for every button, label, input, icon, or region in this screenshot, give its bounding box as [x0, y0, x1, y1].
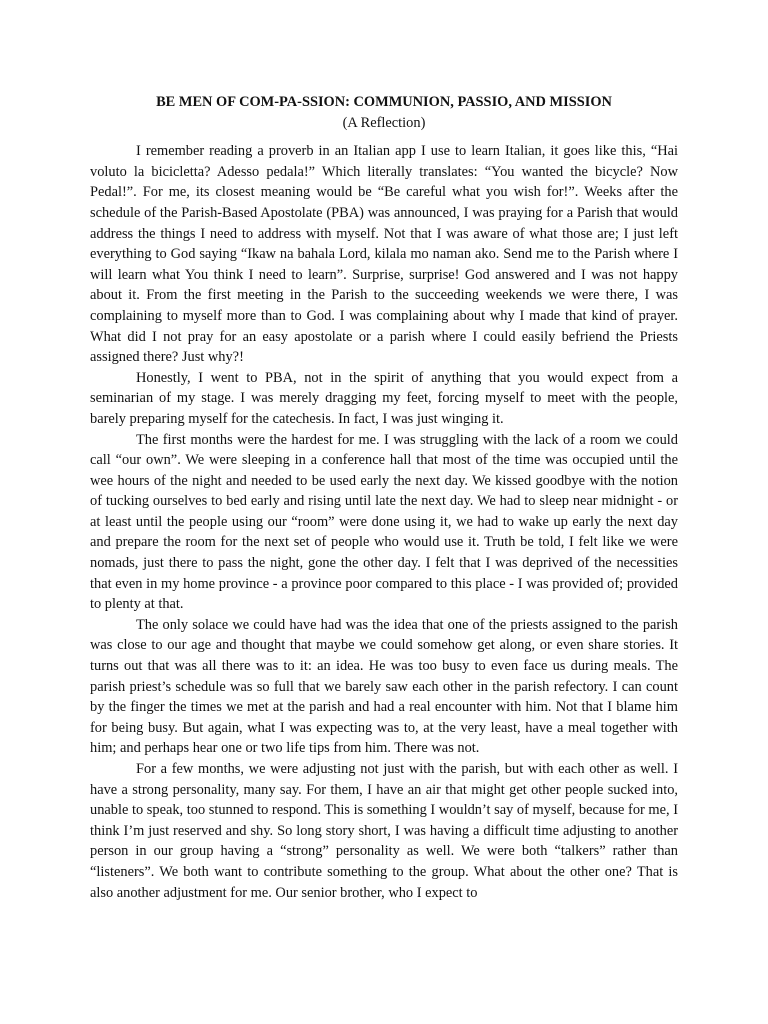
paragraph-4: The only solace we could have had was the idea that one of the priests assigned to the parish was close to our age and thought that maybe we could somehow get along, or even share stories. It turns out that was all there was to it: an idea. He was too busy to even face us during meals. The parish priest’s schedule was so full that we barely saw each other in the parish refectory. I can count by the finger the times we met at the parish and had a real encounter with him. Not that I blame him for being busy. But again, what I was expecting was to, at the very least, have a meal together with him; and perhaps hear one or two life tips from him. There was not. — [90, 616, 678, 757]
document-subtitle: (A Reflection) — [342, 114, 426, 131]
paragraph-1: I remember reading a proverb in an Italian app I use to learn Italian, it goes like this, “Hai voluto la bicicletta? Adesso pedala!” Which literally translates: “You wanted the bicycle? Now Pedal!”. For me, its closest meaning would be “Be careful what you wish for!”. Weeks after the schedule of the Parish-Based Apostolate (PBA) was announced, I was praying for a Parish that would address the things I need to address with myself. Not that I was aware of what those are; I just left everything to God saying “Ikaw na bahala Lord, kilala mo naman ako. Send me to the Parish where I will learn what You think I need to learn”. Surprise, surprise! God answered and I was not happy about it. From the first meeting in the Parish to the succeeding weekends we were there, I was complaining to myself more than to God. I was complaining about why I made that kind of prayer. What did I not pray for an easy apostolate or a parish where I could easily befriend the Priests assigned there? Just why?! — [90, 143, 678, 366]
paragraph-5: For a few months, we were adjusting not just with the parish, but with each other as well. I have a strong personality, many say. For them, I have an air that might get other people sucked into, unable to speak, too stunned to respond. This is something I wouldn’t say of myself, because for me, I think I’m just reserved and shy. So long story short, I was having a difficult time adjusting to another person in our group having a “strong” personality as well. We were both “talkers” rather than “listeners”. We both want to contribute something to the group. What about the other one? That is also another adjustment for me. Our senior brother, who I expect to — [90, 761, 678, 901]
document-page — [90, 92, 678, 903]
document-title: BE MEN OF COM-PA-SSION: COMMUNION, PASSIO, AND MISSION — [156, 94, 612, 110]
paragraph-3: The first months were the hardest for me. I was struggling with the lack of a room we could call “our own”. We were sleeping in a conference hall that most of the time was occupied until the wee hours of the night and needed to be used early the next day. We kissed goodbye with the notion of tucking ourselves to bed early and rising until late the next day. We had to sleep near midnight - or at least until the people using our “room” were done using it, we had to wake up early the next day and prepare the room for the next set of people who would use it. Truth be told, I felt like we were nomads, just there to pass the night, gone the other day. I felt that I was deprived of the necessities that even in my home province - a province poor compared to this place - I was provided of; provided to plenty at that. — [90, 431, 678, 613]
paragraph-2: Honestly, I went to PBA, not in the spirit of anything that you would expect from a seminarian of my stage. I was merely dragging my feet, forcing myself to meet with the people, barely preparing myself for the catechesis. In fact, I was just winging it. — [90, 369, 678, 427]
